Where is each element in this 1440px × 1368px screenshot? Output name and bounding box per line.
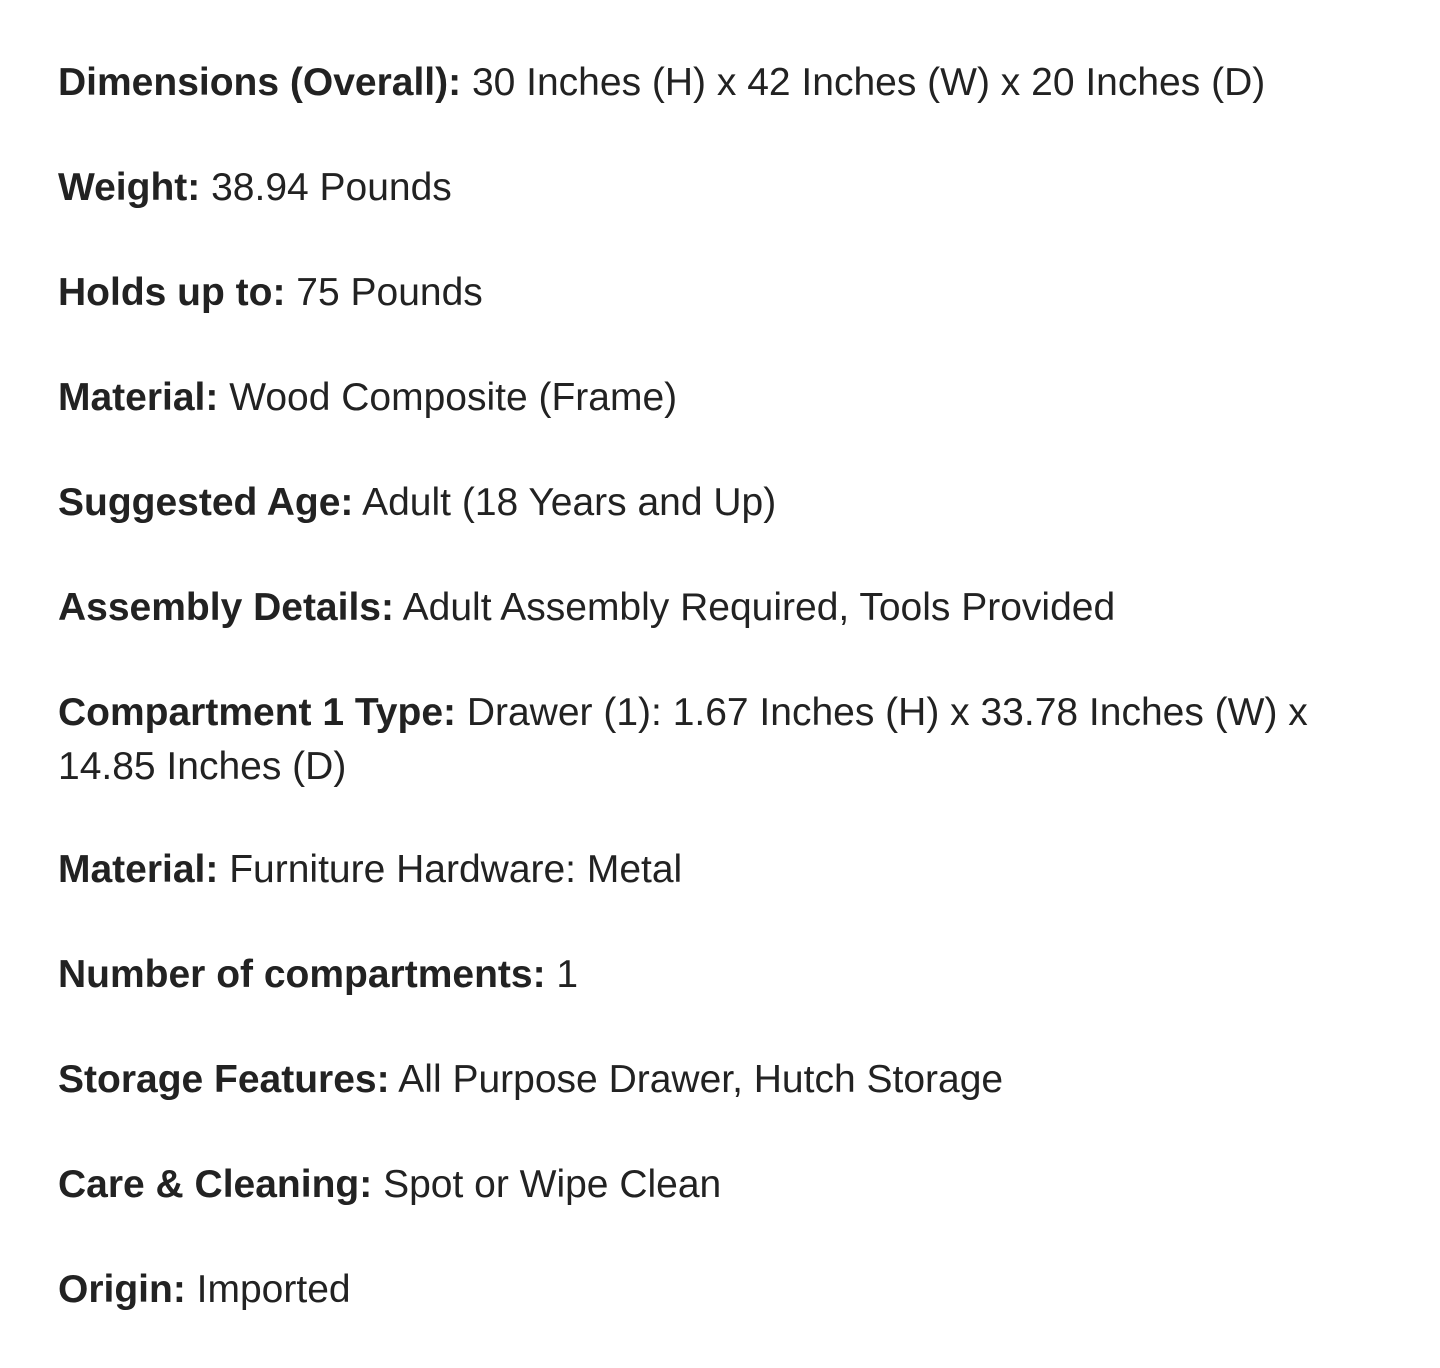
spec-value: All Purpose Drawer, Hutch Storage <box>389 1058 1004 1101</box>
spec-value: Adult Assembly Required, Tools Provided <box>393 586 1116 629</box>
spec-material-frame <box>58 371 1378 476</box>
spec-label: Care & Cleaning: <box>58 1163 373 1206</box>
spec-value: 75 Pounds <box>285 271 483 314</box>
spec-value: Adult (18 Years and Up) <box>353 481 777 524</box>
spec-value: Imported <box>185 1268 351 1311</box>
spec-label: Holds up to: <box>58 271 286 314</box>
spec-value: Drawer (1): 1.67 Inches (H) x 33.78 Inches (W) x 14.85 Inches (D) <box>58 691 1308 788</box>
spec-assembly-details <box>58 581 1378 686</box>
spec-value: 38.94 Pounds <box>200 166 452 209</box>
spec-value: Wood Composite (Frame) <box>218 376 678 419</box>
spec-holds-up-to <box>58 266 1378 371</box>
spec-label: Origin: <box>58 1268 186 1311</box>
spec-origin <box>58 1263 1378 1368</box>
spec-label: Dimensions (Overall): <box>58 61 462 104</box>
spec-label: Assembly Details: <box>58 586 394 629</box>
spec-compartment-1-type <box>58 686 1378 843</box>
spec-label: Number of compartments: <box>58 953 546 996</box>
spec-care-cleaning <box>58 1158 1378 1263</box>
spec-label: Storage Features: <box>58 1058 390 1101</box>
spec-label: Weight: <box>58 166 201 209</box>
spec-dimensions <box>58 56 1378 161</box>
spec-storage-features <box>58 1053 1378 1158</box>
spec-value: 1 <box>545 953 579 996</box>
spec-material-hardware <box>58 843 1378 948</box>
product-specifications <box>58 56 1378 1368</box>
spec-value: Spot or Wipe Clean <box>372 1163 722 1206</box>
spec-value: 30 Inches (H) x 42 Inches (W) x 20 Inches (D) <box>461 61 1266 104</box>
spec-suggested-age <box>58 476 1378 581</box>
spec-label: Material: <box>58 376 219 419</box>
spec-weight <box>58 161 1378 266</box>
spec-value: Furniture Hardware: Metal <box>218 848 683 891</box>
spec-label: Suggested Age: <box>58 481 354 524</box>
spec-label: Compartment 1 Type: <box>58 691 456 734</box>
spec-label: Material: <box>58 848 219 891</box>
spec-number-of-compartments <box>58 948 1378 1053</box>
